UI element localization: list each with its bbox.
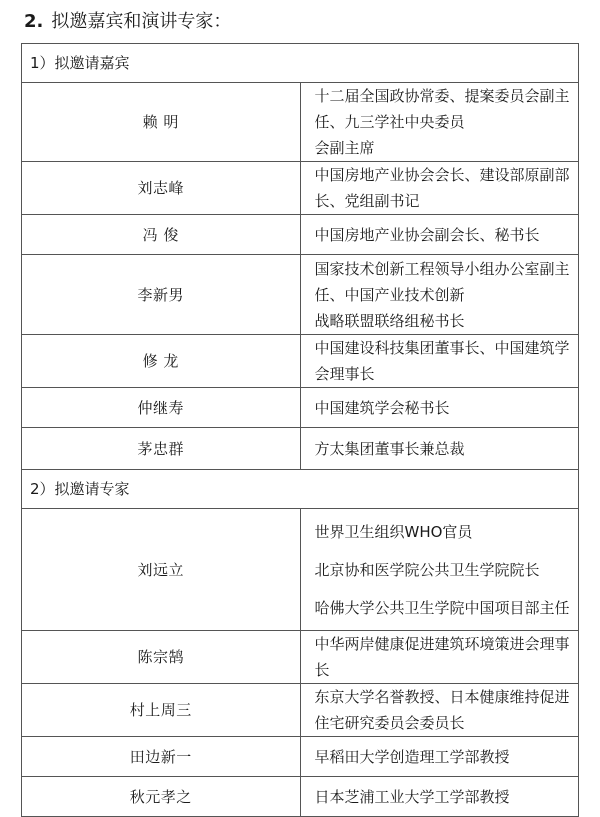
section-title: 1）拟邀请嘉宾 — [22, 44, 579, 83]
section-title: 2）拟邀请专家 — [22, 470, 579, 509]
section-row — [22, 44, 579, 83]
expert-title: 早稻田大学创造理工学部教授 — [300, 737, 579, 777]
table-row — [22, 83, 579, 162]
table-row — [22, 684, 579, 737]
expert-title: 日本芝浦工业大学工学部教授 — [300, 777, 579, 817]
table-row — [22, 777, 579, 817]
expert-title: 世界卫生组织WHO官员 北京协和医学院公共卫生学院院长 哈佛大学公共卫生学院中国项目部主任 — [300, 509, 579, 631]
expert-title: 东京大学名誉教授、日本健康维持促进住宅研究委员会委员长 — [300, 684, 579, 737]
guest-name: 修 龙 — [22, 335, 301, 388]
guest-title: 国家技术创新工程领导小组办公室副主任、中国产业技术创新 战略联盟联络组秘书长 — [300, 255, 579, 335]
table-row — [22, 509, 579, 631]
expert-name: 秋元孝之 — [22, 777, 301, 817]
guest-name: 茅忠群 — [22, 428, 301, 470]
guest-table — [21, 43, 579, 817]
table-row — [22, 737, 579, 777]
table-row — [22, 215, 579, 255]
expert-name: 刘远立 — [22, 509, 301, 631]
expert-name: 村上周三 — [22, 684, 301, 737]
table-row — [22, 428, 579, 470]
table-row — [22, 335, 579, 388]
guest-title: 十二届全国政协常委、提案委员会副主任、九三学社中央委员 会副主席 — [300, 83, 579, 162]
guest-title: 方太集团董事长兼总裁 — [300, 428, 579, 470]
guest-name: 赖 明 — [22, 83, 301, 162]
heading-number: 2. — [24, 11, 44, 32]
guest-title: 中国建设科技集团董事长、中国建筑学会理事长 — [300, 335, 579, 388]
section-heading — [24, 8, 231, 36]
expert-title: 中华两岸健康促进建筑环境策进会理事长 — [300, 631, 579, 684]
table-row — [22, 255, 579, 335]
guest-name: 李新男 — [22, 255, 301, 335]
table-row — [22, 162, 579, 215]
guest-name: 刘志峰 — [22, 162, 301, 215]
section-row — [22, 470, 579, 509]
table-row — [22, 388, 579, 428]
heading-title: 拟邀嘉宾和演讲专家： — [51, 11, 232, 32]
guest-title: 中国建筑学会秘书长 — [300, 388, 579, 428]
table-row — [22, 631, 579, 684]
guest-title: 中国房地产业协会副会长、秘书长 — [300, 215, 579, 255]
expert-name: 陈宗鹄 — [22, 631, 301, 684]
guest-name: 仲继寿 — [22, 388, 301, 428]
expert-name: 田边新一 — [22, 737, 301, 777]
guest-name: 冯 俊 — [22, 215, 301, 255]
guest-title: 中国房地产业协会会长、建设部原副部长、党组副书记 — [300, 162, 579, 215]
